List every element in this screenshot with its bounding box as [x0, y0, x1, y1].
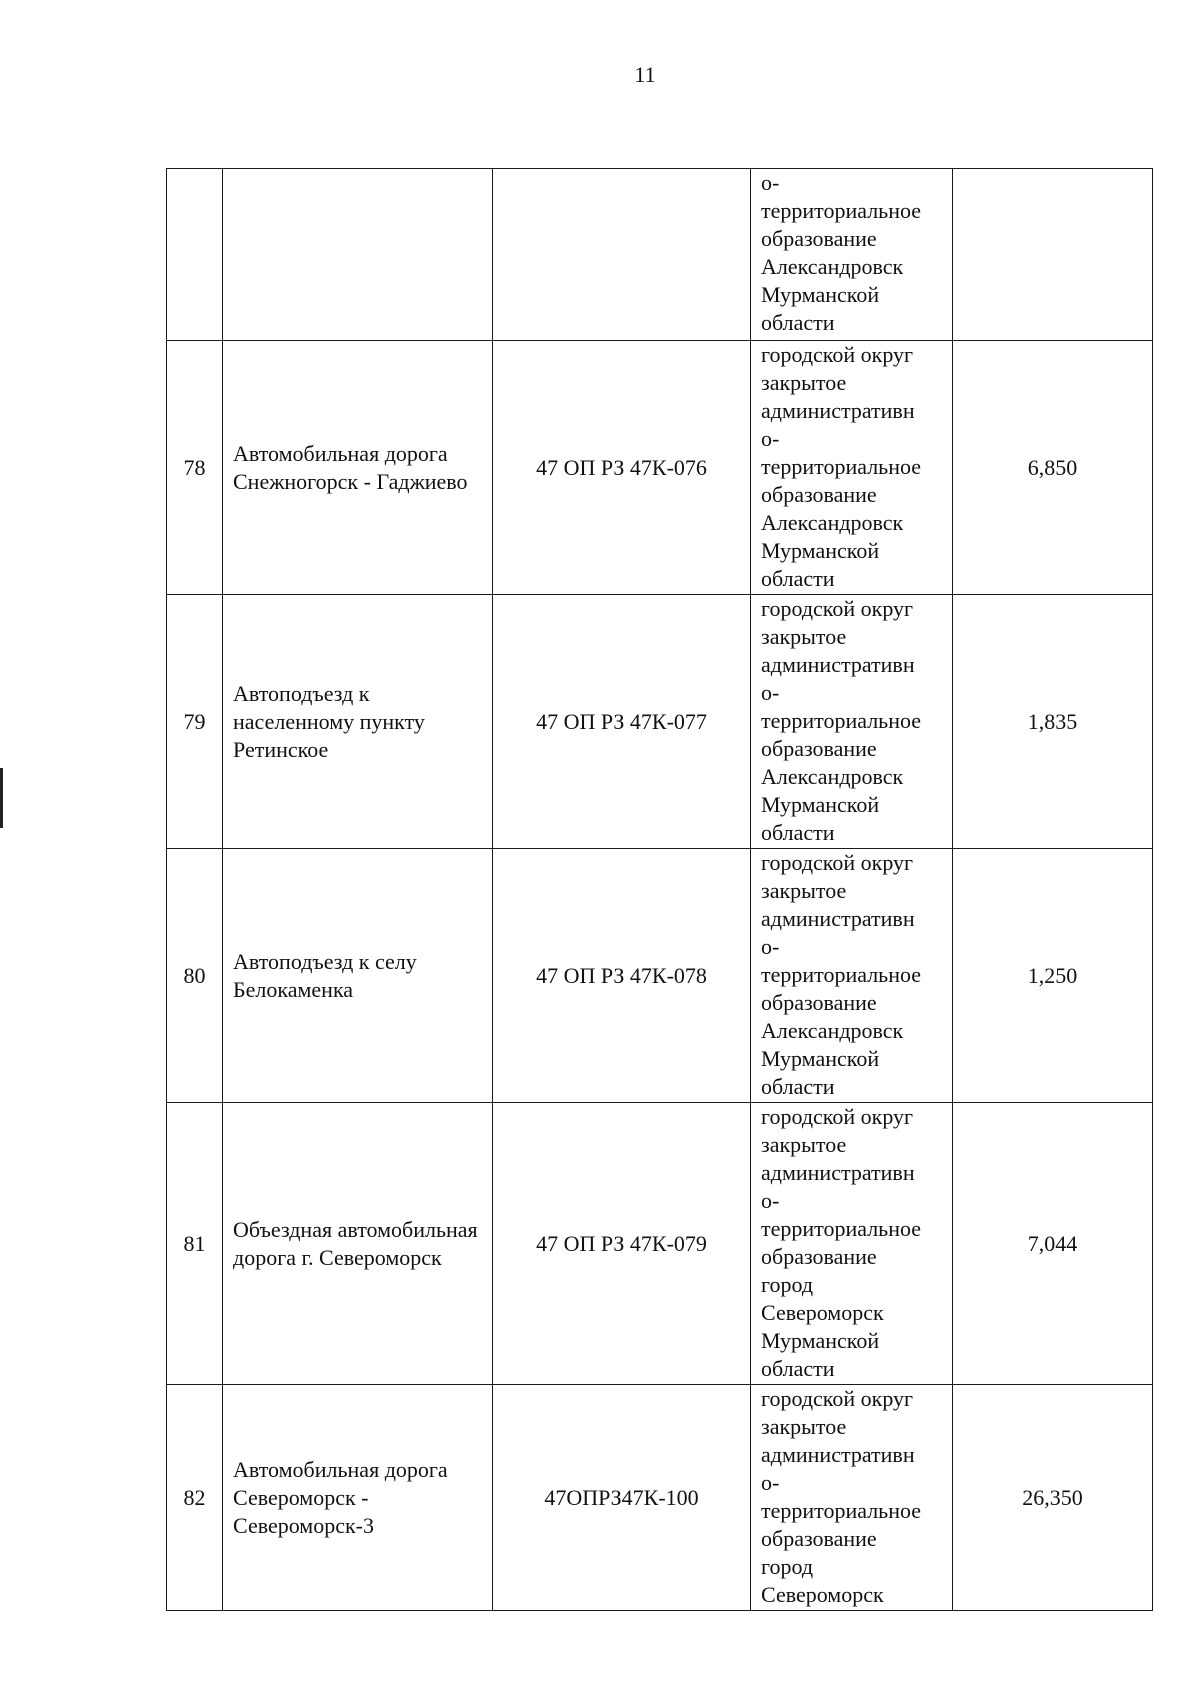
road-id-code [493, 169, 751, 341]
page-number: 11 [634, 62, 656, 87]
municipality: городской округ закрытое административн о- территориальное образование город Североморск [751, 1385, 953, 1611]
row-number: 78 [167, 341, 223, 595]
row-number: 80 [167, 849, 223, 1103]
road-id-code: 47ОПРЗ47К-100 [493, 1385, 751, 1611]
table-row [167, 849, 1153, 1103]
table-row [167, 595, 1153, 849]
road-name [223, 169, 493, 341]
municipality: городской округ закрытое административн о- территориальное образование Александровск Мурманской области [751, 595, 953, 849]
road-name: Автоподъезд к населенному пункту Ретинское [223, 595, 493, 849]
road-id-code: 47 ОП РЗ 47К-076 [493, 341, 751, 595]
row-number: 82 [167, 1385, 223, 1611]
road-length: 26,350 [953, 1385, 1153, 1611]
municipality: городской округ закрытое административн о- территориальное образование город Североморск Мурманской области [751, 1103, 953, 1385]
row-number: 81 [167, 1103, 223, 1385]
road-name: Автомобильная дорога Снежногорск - Гаджиево [223, 341, 493, 595]
road-length: 1,835 [953, 595, 1153, 849]
road-length: 1,250 [953, 849, 1153, 1103]
table-row [167, 341, 1153, 595]
row-number [167, 169, 223, 341]
municipality: городской округ закрытое административн о- территориальное образование Александровск Мурманской области [751, 849, 953, 1103]
road-name: Автоподъезд к селу Белокаменка [223, 849, 493, 1103]
road-length: 6,850 [953, 341, 1153, 595]
scan-edge-mark [0, 768, 3, 828]
table-row [167, 169, 1153, 341]
roads-table [166, 168, 1153, 1611]
table-row [167, 1385, 1153, 1611]
road-id-code: 47 ОП РЗ 47К-077 [493, 595, 751, 849]
road-length [953, 169, 1153, 341]
road-name: Объездная автомобильная дорога г. Североморск [223, 1103, 493, 1385]
road-id-code: 47 ОП РЗ 47К-078 [493, 849, 751, 1103]
road-id-code: 47 ОП РЗ 47К-079 [493, 1103, 751, 1385]
municipality: городской округ закрытое административн о- территориальное образование Александровск Мурманской области [751, 341, 953, 595]
row-number: 79 [167, 595, 223, 849]
road-name: Автомобильная дорога Североморск - Североморск-3 [223, 1385, 493, 1611]
table-row [167, 1103, 1153, 1385]
municipality: о- территориальное образование Александровск Мурманской области [751, 169, 953, 341]
road-length: 7,044 [953, 1103, 1153, 1385]
